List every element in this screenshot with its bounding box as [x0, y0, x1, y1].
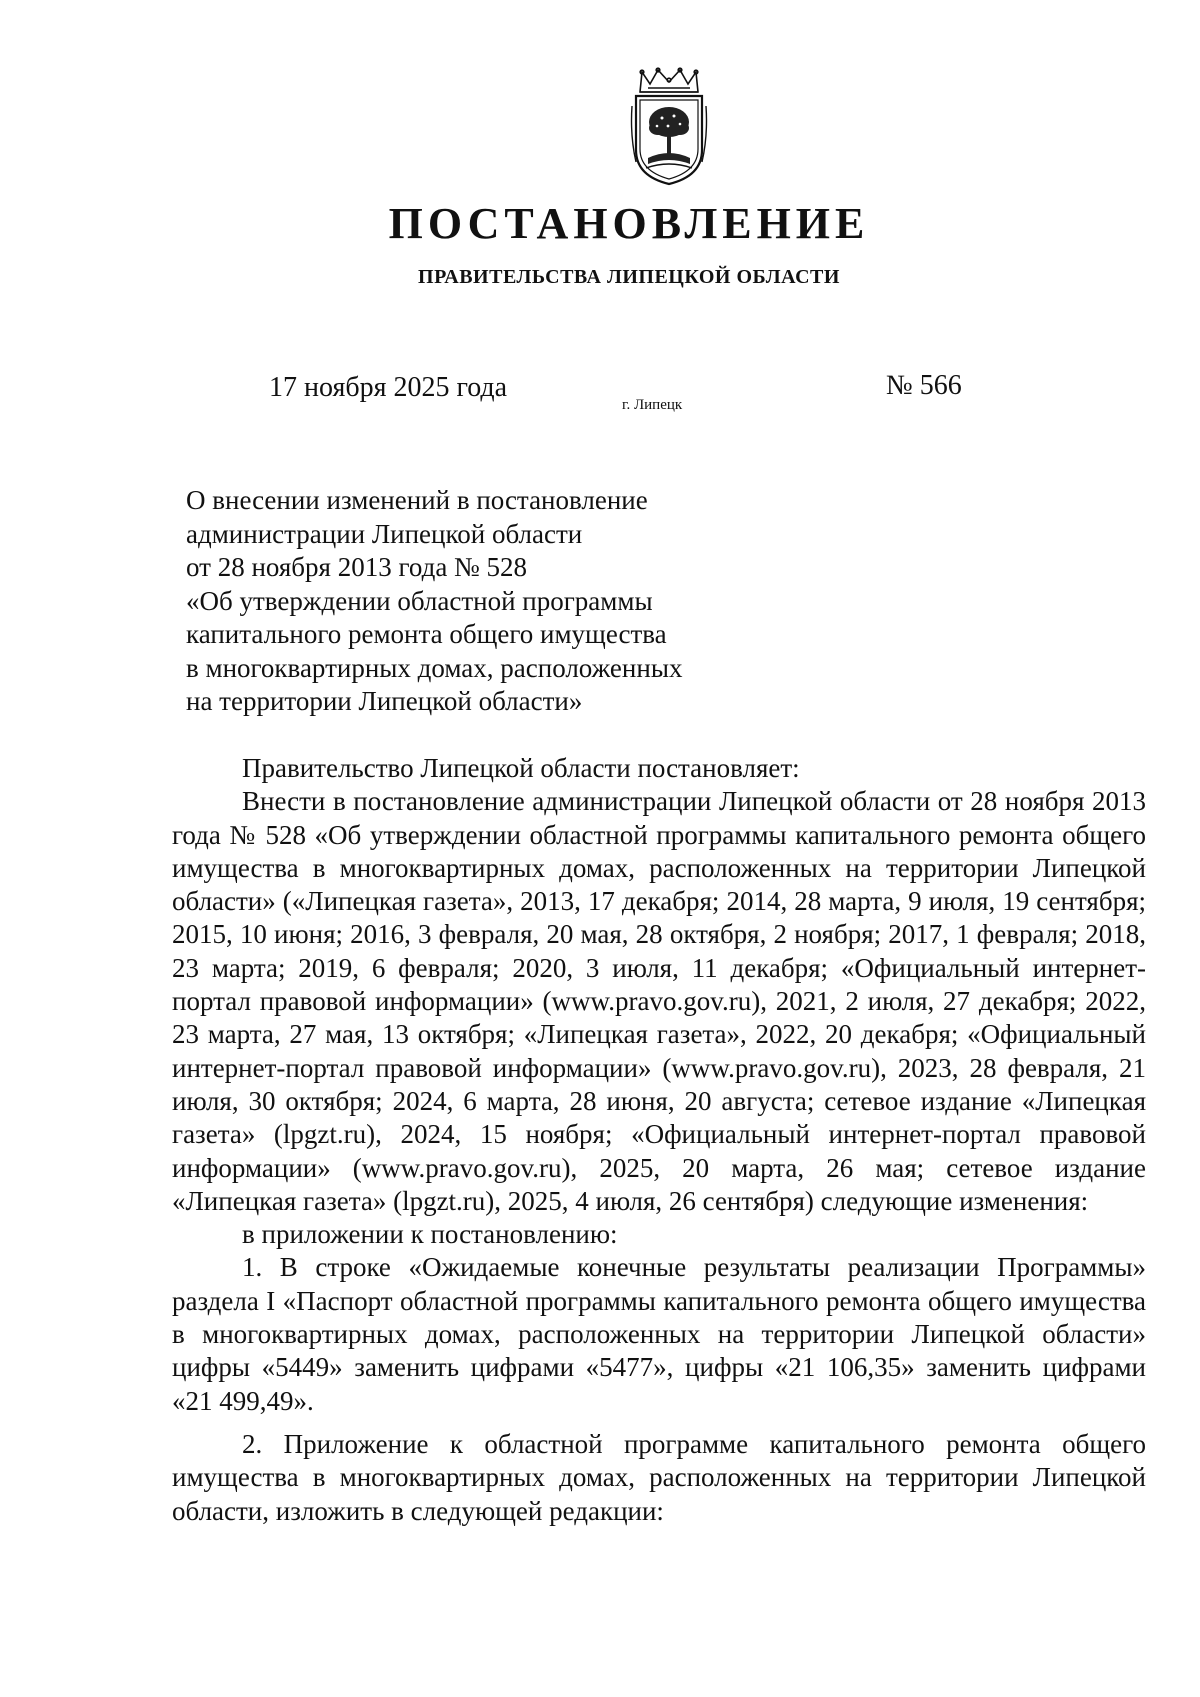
- subject-line: капитального ремонта общего имущества: [186, 619, 667, 649]
- appendix-intro-paragraph: в приложении к постановлению:: [242, 1219, 618, 1250]
- subject-line: «Об утверждении областной программы: [186, 585, 653, 616]
- preamble-paragraph: Правительство Липецкой области постановляет:: [242, 753, 800, 783]
- document-body: [172, 752, 1146, 1528]
- item-1-paragraph: 1. В строке «Ожидаемые конечные результаты реализации Программы» раздела I «Паспорт областной программы капитального ремонта общего имущества в многоквартирных домах, расположенных на территории Липецкой области» цифры «5449» заменить цифрами «5477», цифры «21 106,35» заменить цифрами «21 499,49».: [172, 1252, 1146, 1416]
- document-title: ПОСТАНОВЛЕНИЕ: [388, 199, 870, 248]
- document-date: 17 ноября 2025 года: [269, 372, 508, 403]
- main-paragraph: Внести в постановление администрации Липецкой области от 28 ноября 2013 года № 528 «Об утверждении областной программы капитального ремонта общего имущества в многоквартирных домах, расположенных на территории Липецкой области» («Липецкая газета», 2013, 17 декабря; 2014, 28 марта, 9 июля, 19 сентября; 2015, 10 июня; 2016, 3 февраля, 20 мая, 28 октября, 2 ноября; 2017, 1 февраля; 2018, 23 марта; 2019, 6 февраля; 2020, 3 июля, 11 декабря; «Официальный интернет-портал правовой информации» (www.pravo.gov.ru), 2021, 2 июля, 27 декабря; 2022, 23 марта, 27 мая, 13 октября; «Липецкая газета», 2022, 20 декабря; «Официальный интернет-портал правовой информации» (www.pravo.gov.ru), 2023, 28 февраля, 21 июля, 30 октября; 2024, 6 марта, 28 июня, 20 августа; сетевое издание «Липецкая газета» (lpgzt.ru), 2024, 15 ноября; «Официальный интернет-портал правовой информации» (www.pravo.gov.ru), 2025, 20 марта, 26 мая; сетевое издание «Липецкая газета» (lpgzt.ru), 2025, 4 июля, 26 сентября) следующие изменения:: [172, 786, 1146, 1216]
- coat-of-arms-icon: [628, 66, 710, 188]
- document-number: № 566: [886, 370, 962, 401]
- subject-line: администрации Липецкой области: [186, 518, 583, 549]
- document-subtitle: ПРАВИТЕЛЬСТВА ЛИПЕЦКОЙ ОБЛАСТИ: [418, 266, 840, 288]
- subject-line: на территории Липецкой области»: [186, 686, 583, 716]
- document-city: г. Липецк: [622, 397, 683, 413]
- subject-line: от 28 ноября 2013 года № 528: [186, 552, 528, 582]
- document-subject: [186, 484, 682, 719]
- subject-line: О внесении изменений в постановление: [186, 485, 648, 515]
- subject-line: в многоквартирных домах, расположенных: [186, 652, 683, 683]
- item-2-paragraph: 2. Приложение к областной программе капитального ремонта общего имущества в многоквартирных домах, расположенных на территории Липецкой области, изложить в следующей редакции:: [172, 1428, 1146, 1526]
